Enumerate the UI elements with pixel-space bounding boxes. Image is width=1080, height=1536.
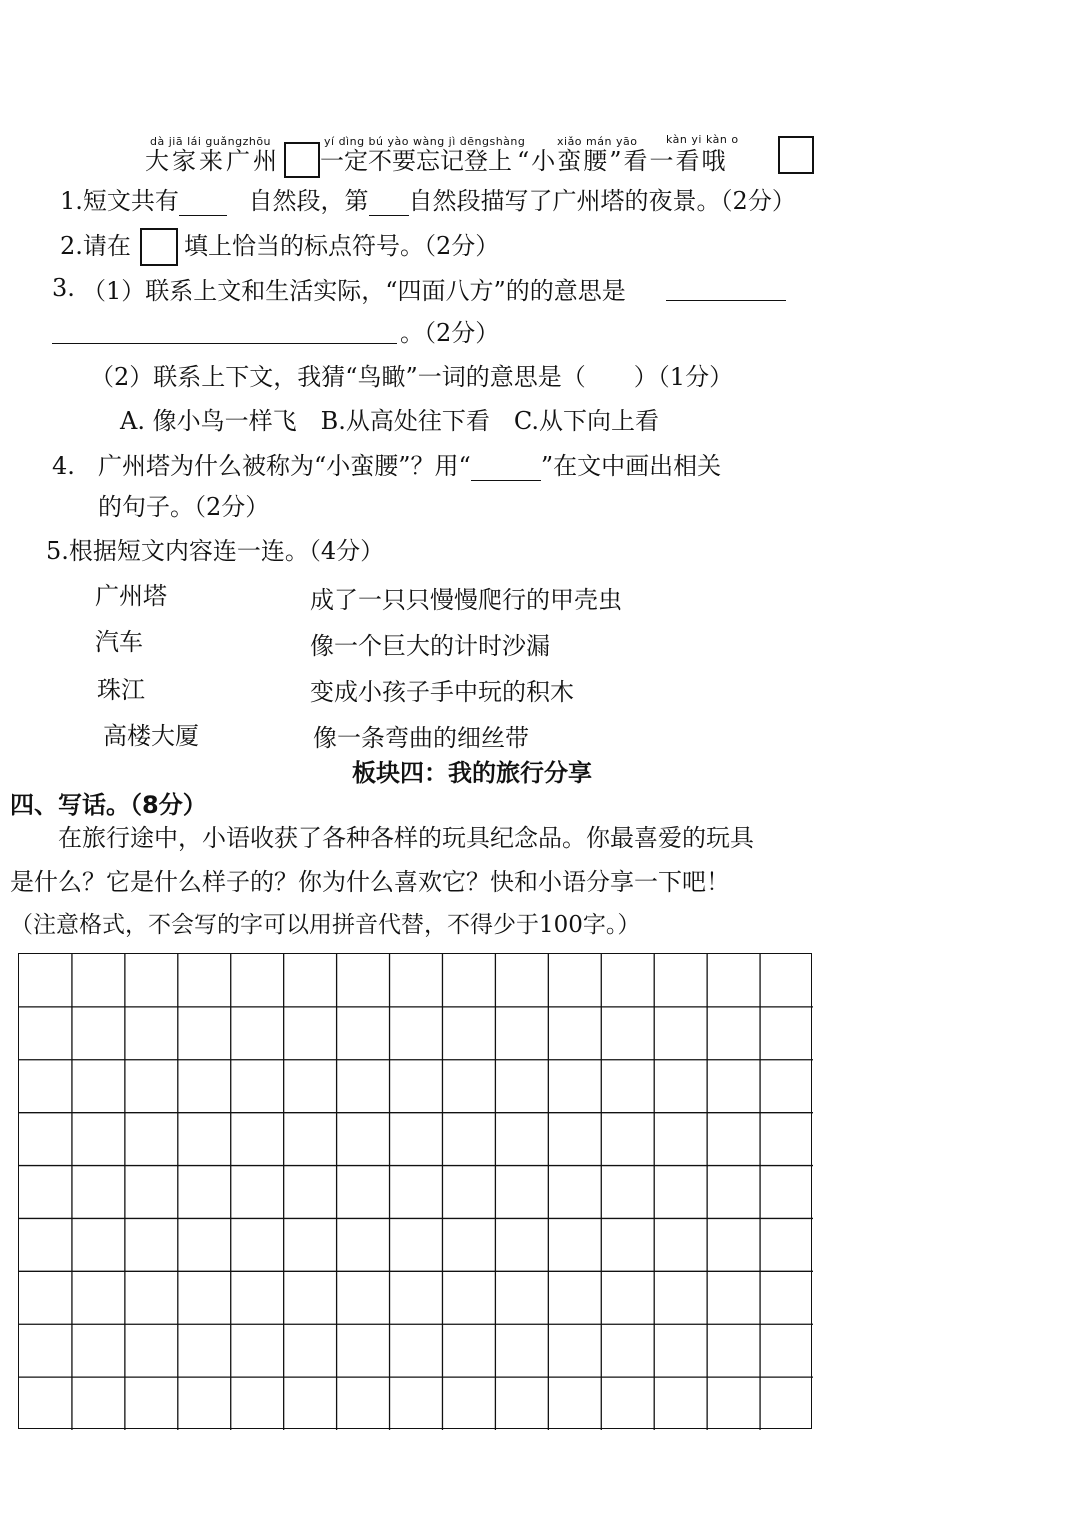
question-5-title: 5.根据短文内容连一连。（4分）: [46, 537, 385, 565]
writing-grid[interactable]: [18, 953, 812, 1429]
question-1: 1.短文共有 自然段，第 自然段描写了广州塔的夜景。（2分）: [60, 187, 796, 215]
match-left-1[interactable]: 广州塔: [95, 582, 167, 610]
writing-prompt-line-3: （注意格式，不会写的字可以用拼音代替，不得少于100字。）: [10, 912, 641, 938]
match-right-4[interactable]: 像一条弯曲的细丝带: [313, 724, 529, 752]
answer-line-2[interactable]: [52, 343, 397, 344]
match-right-2[interactable]: 像一个巨大的计时沙漏: [310, 632, 550, 660]
question-4-number: 4.: [52, 452, 75, 480]
question-4-line2: 的句子。（2分）: [98, 493, 270, 521]
match-right-1[interactable]: 成了一只只慢慢爬行的甲壳虫: [310, 586, 622, 614]
writing-prompt-line-2: 是什么？它是什么样子的？你为什么喜欢它？快和小语分享一下吧！: [10, 868, 730, 896]
question-2-label: 2.请在: [60, 232, 131, 260]
question-3-options: A. 像小鸟一样飞 B.从高处往下看 C.从下向上看: [120, 407, 659, 435]
pinyin-2: yí dìng bú yào wàng jì dēngshàng: [324, 135, 526, 148]
header-text-2: 一定不要忘记登上: [320, 147, 512, 175]
header-text-3: “小蛮腰”看一看哦: [517, 147, 728, 175]
match-left-4[interactable]: 高楼大厦: [103, 722, 199, 750]
punctuation-box-1[interactable]: [284, 142, 320, 178]
writing-prompt-line-1: 在旅行途中，小语收获了各种各样的玩具纪念品。你最喜爱的玩具: [58, 824, 754, 852]
question-3-part2: （2）联系上下文，我猜“鸟瞰”一词的意思是（ ）（1分）: [90, 363, 734, 391]
question-3-part1-end: 。（2分）: [400, 319, 500, 347]
punctuation-box-2[interactable]: [778, 136, 814, 174]
question-3-part1: （1）联系上文和生活实际，“四面八方”的的意思是: [82, 277, 626, 305]
header-text-1: 大家来广州: [145, 147, 280, 175]
sample-box-icon: [140, 228, 178, 266]
match-right-3[interactable]: 变成小孩子手中玩的积木: [310, 678, 574, 706]
pinyin-4: kàn yi kàn o: [666, 133, 739, 146]
writing-heading: 四、写话。（8分）: [10, 791, 207, 819]
pinyin-1: dà jiā lái guǎngzhōu: [150, 135, 272, 148]
section-title: 板块四：我的旅行分享: [352, 759, 592, 787]
answer-line-1[interactable]: [666, 300, 786, 301]
pinyin-3: xiǎo mán yāo: [557, 135, 638, 148]
blank-paragraph-count[interactable]: [179, 215, 227, 216]
match-left-3[interactable]: 珠江: [97, 676, 145, 704]
question-2-text: 填上恰当的标点符号。（2分）: [184, 232, 500, 260]
blank-paragraph-number[interactable]: [369, 215, 409, 216]
question-4: 广州塔为什么被称为“小蛮腰”？用“ ”在文中画出相关: [98, 452, 722, 480]
question-3-number: 3.: [52, 274, 75, 302]
writing-grid-lines: [19, 954, 813, 1430]
underline-sample: [471, 480, 541, 481]
match-left-2[interactable]: 汽车: [95, 628, 143, 656]
